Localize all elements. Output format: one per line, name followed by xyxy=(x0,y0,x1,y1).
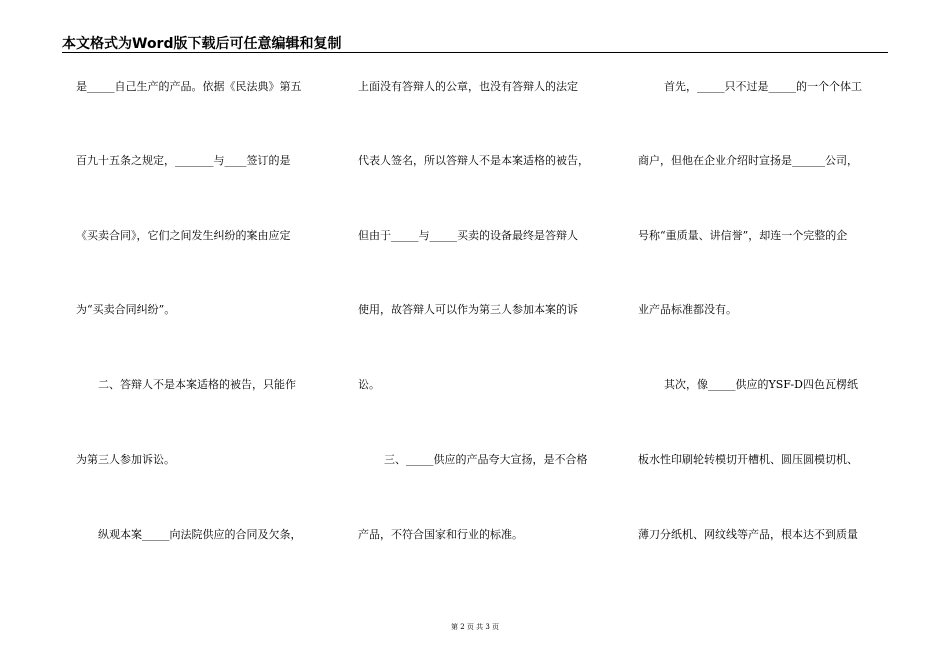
text-line: 代表人签名，所以答辩人不是本案适格的被告， xyxy=(358,154,589,167)
document-header-title: 本文格式为Word版下载后可任意编辑和复制 xyxy=(62,36,342,52)
text-line: 为“买卖合同纠纷”。 xyxy=(76,303,176,316)
text-line: 三、_____供应的产品夸大宣扬，是不合格 xyxy=(384,453,588,466)
text-line: 其次，像_____供应的YSF-D四色瓦楞纸 xyxy=(664,378,858,391)
page-number: 第 2 页 共 3 页 xyxy=(450,623,500,631)
text-line: 使用，故答辩人可以作为第三人参加本案的诉 xyxy=(358,303,578,316)
text-line: 讼。 xyxy=(358,378,380,391)
text-line: 纵观本案_____向法院供应的合同及欠条， xyxy=(98,528,302,541)
text-line: 是_____自己生产的产品。依据《民法典》第五 xyxy=(76,80,302,93)
text-line: 业产品标准都没有。 xyxy=(638,303,737,316)
text-line: 产品，不符合国家和行业的标准。 xyxy=(358,528,523,541)
text-line: 上面没有答辩人的公章，也没有答辩人的法定 xyxy=(358,80,578,93)
text-line: 商户，但他在企业介绍时宣扬是______公司， xyxy=(638,154,858,167)
header-divider xyxy=(62,52,888,53)
text-line: 二、答辩人不是本案适格的被告，只能作 xyxy=(98,378,296,391)
text-line: 号称“重质量、讲信誉”，却连一个完整的企 xyxy=(638,229,848,242)
text-line: 首先，_____只不过是_____的一个个体工 xyxy=(664,80,862,93)
text-line: 板水性印刷轮转模切开槽机、圆压圆模切机、 xyxy=(638,453,858,466)
text-line: 百九十五条之规定，_______与____签订的是 xyxy=(76,154,291,167)
text-line: 为第三人参加诉讼。 xyxy=(76,453,175,466)
text-line: 但由于_____与_____买卖的设备最终是答辩人 xyxy=(358,229,578,242)
text-line: 《买卖合同》，它们之间发生纠纷的案由应定 xyxy=(76,229,291,242)
text-line: 薄刀分纸机、网纹线等产品，根本达不到质量 xyxy=(638,528,858,541)
